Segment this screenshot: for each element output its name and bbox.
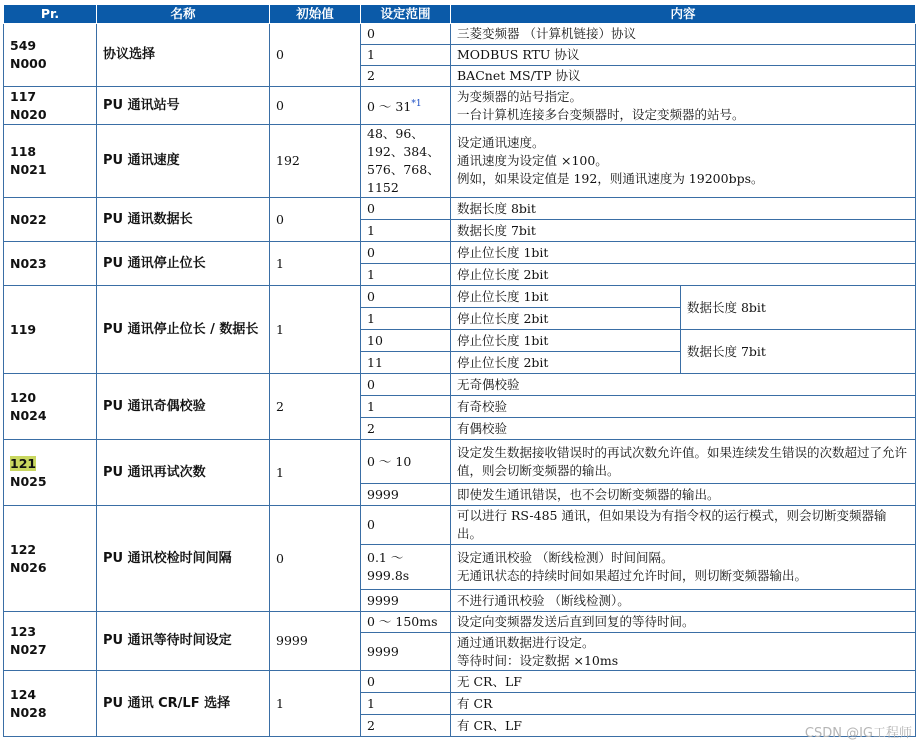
range-text: 11 <box>367 354 383 370</box>
range-text: 9999 <box>367 592 399 608</box>
initial-value-cell: 0 <box>270 87 361 125</box>
range-cell <box>361 87 451 125</box>
name-cell: PU 通讯奇偶校验 <box>97 374 270 440</box>
name-cell: PU 通讯数据长 <box>97 198 270 242</box>
range-cell <box>361 374 451 396</box>
range-text: 0 <box>367 26 375 41</box>
pr-cell: N022 <box>4 198 97 242</box>
content-cell: 停止位长度 1bit <box>451 242 916 264</box>
table-row <box>4 87 916 125</box>
content-cell: 不进行通讯校验 （断线检测）。 <box>451 590 916 612</box>
content-cell: 数据长度 8bit <box>451 198 916 220</box>
range-cell <box>361 308 451 330</box>
range-text: 0 <box>367 200 375 216</box>
content-cell: 停止位长度 1bit <box>451 286 681 308</box>
range-text: 2 <box>367 420 375 436</box>
range-cell <box>361 396 451 418</box>
range-cell <box>361 612 451 633</box>
content-cell: 三菱变频器 （计算机链接）协议 <box>451 24 916 45</box>
range-text: 0 ～ 31 <box>367 99 412 115</box>
name-cell: PU 通讯再试次数 <box>97 440 270 506</box>
pr-cell: 117 N020 <box>4 87 97 125</box>
content-cell: 停止位长度 2bit <box>451 264 916 286</box>
range-cell <box>361 715 451 737</box>
content-cell: 设定通讯速度。 通讯速度为设定值 ×100。 例如，如果设定值是 192，则通讯速度为 19200bps。 <box>451 125 916 198</box>
range-cell <box>361 125 451 198</box>
initial-value-cell: 1 <box>270 242 361 286</box>
table-header-row <box>4 5 916 24</box>
data-length-group-cell: 数据长度 7bit <box>681 330 916 374</box>
range-cell <box>361 352 451 374</box>
initial-value-cell: 0 <box>270 198 361 242</box>
range-cell <box>361 506 451 545</box>
content-cell: 设定通讯校验 （断线检测）时间间隔。 无通讯状态的持续时间如果超过允许时间，则切断变频器输出。 <box>451 545 916 590</box>
range-text: 0 <box>367 673 375 689</box>
range-cell <box>361 264 451 286</box>
name-cell: PU 通讯速度 <box>97 125 270 198</box>
content-cell: 无奇偶校验 <box>451 374 916 396</box>
range-cell <box>361 418 451 440</box>
pr-cell: 120 N024 <box>4 374 97 440</box>
range-cell <box>361 633 451 671</box>
content-cell: 数据长度 7bit <box>451 220 916 242</box>
pr-cell: 123 N027 <box>4 612 97 671</box>
range-cell <box>361 440 451 484</box>
footnote-marker: *1 <box>411 98 422 109</box>
header-initial: 初始值 <box>270 5 361 24</box>
content-cell: 可以进行 RS-485 通讯，但如果设为有指令权的运行模式，则会切断变频器输出。 <box>451 506 916 545</box>
range-text: 9999 <box>367 486 399 502</box>
range-cell <box>361 24 451 45</box>
range-text: 1 <box>367 695 375 711</box>
content-cell: 停止位长度 2bit <box>451 352 681 374</box>
range-cell <box>361 66 451 87</box>
content-cell: 设定向变频器发送后直到回复的等待时间。 <box>451 612 916 633</box>
range-text: 0 ～ 150ms <box>367 614 438 629</box>
range-cell <box>361 671 451 693</box>
range-cell <box>361 545 451 590</box>
range-cell <box>361 45 451 66</box>
content-cell: BACnet MS/TP 协议 <box>451 66 916 87</box>
range-text: 9999 <box>367 643 399 659</box>
range-text: 0 <box>367 517 375 532</box>
range-text: 0.1 ～ 999.8s <box>367 550 410 583</box>
header-range: 设定范围 <box>361 5 451 24</box>
range-text: 10 <box>367 332 383 348</box>
name-cell: PU 通讯校检时间间隔 <box>97 506 270 612</box>
table-row <box>4 374 916 396</box>
header-content: 内容 <box>451 5 916 24</box>
content-cell: 即使发生通讯错误，也不会切断变频器的输出。 <box>451 484 916 506</box>
table-body <box>4 24 916 737</box>
content-cell: 有 CR <box>451 693 916 715</box>
content-cell: 为变频器的站号指定。 一台计算机连接多台变频器时，设定变频器的站号。 <box>451 87 916 125</box>
range-text: 1 <box>367 47 375 62</box>
pr-cell: N023 <box>4 242 97 286</box>
range-text: 2 <box>367 68 375 83</box>
range-cell <box>361 198 451 220</box>
name-cell: PU 通讯停止位长 <box>97 242 270 286</box>
initial-value-cell: 192 <box>270 125 361 198</box>
content-cell: 有偶校验 <box>451 418 916 440</box>
highlighted-pr-number: 121 <box>10 455 37 471</box>
table-row <box>4 671 916 693</box>
content-cell: 有 CR、LF <box>451 715 916 737</box>
pr-cell: 122 N026 <box>4 506 97 612</box>
pr-cell: 124 N028 <box>4 671 97 737</box>
data-length-group-cell: 数据长度 8bit <box>681 286 916 330</box>
range-text: 0 <box>367 288 375 304</box>
table-row <box>4 612 916 633</box>
pr-cell: 119 <box>4 286 97 374</box>
table-row <box>4 24 916 45</box>
range-text: 0 <box>367 376 375 392</box>
table-row <box>4 286 916 308</box>
name-cell: 协议选择 <box>97 24 270 87</box>
watermark: CSDN @IG工程师 <box>804 726 912 741</box>
pr-cell: 549 N000 <box>4 24 97 87</box>
name-cell: PU 通讯等待时间设定 <box>97 612 270 671</box>
range-text: 1 <box>367 266 375 282</box>
parameter-table <box>3 4 916 737</box>
range-cell <box>361 693 451 715</box>
range-text: 2 <box>367 717 375 733</box>
initial-value-cell: 1 <box>270 671 361 737</box>
initial-value-cell: 9999 <box>270 612 361 671</box>
initial-value-cell: 1 <box>270 286 361 374</box>
content-cell: 无 CR、LF <box>451 671 916 693</box>
pr-cell: 121 N025 <box>4 440 97 506</box>
range-text: 1 <box>367 310 375 326</box>
table-row <box>4 198 916 220</box>
name-cell: PU 通讯停止位长 / 数据长 <box>97 286 270 374</box>
range-cell <box>361 220 451 242</box>
range-text: 0 ～ 10 <box>367 453 412 469</box>
initial-value-cell: 2 <box>270 374 361 440</box>
content-cell: 停止位长度 1bit <box>451 330 681 352</box>
table-row <box>4 125 916 198</box>
range-text: 1 <box>367 222 375 238</box>
range-text: 1 <box>367 398 375 414</box>
range-cell <box>361 286 451 308</box>
content-cell: 停止位长度 2bit <box>451 308 681 330</box>
initial-value-cell: 0 <box>270 506 361 612</box>
range-cell <box>361 484 451 506</box>
initial-value-cell: 1 <box>270 440 361 506</box>
table-row <box>4 506 916 545</box>
range-text: 0 <box>367 244 375 260</box>
initial-value-cell: 0 <box>270 24 361 87</box>
table-row <box>4 440 916 484</box>
range-cell <box>361 330 451 352</box>
name-cell: PU 通讯 CR/LF 选择 <box>97 671 270 737</box>
content-cell: 有奇校验 <box>451 396 916 418</box>
range-cell <box>361 590 451 612</box>
header-pr: Pr. <box>4 5 97 24</box>
range-text: 48、96、 192、384、 576、768、 1152 <box>367 126 440 195</box>
content-cell: 通过通讯数据进行设定。 等待时间：设定数据 ×10ms <box>451 633 916 671</box>
table-row <box>4 242 916 264</box>
range-cell <box>361 242 451 264</box>
content-cell: MODBUS RTU 协议 <box>451 45 916 66</box>
content-cell: 设定发生数据接收错误时的再试次数允许值。如果连续发生错误的次数超过了允许值，则会切断变频器的输出。 <box>451 440 916 484</box>
header-name: 名称 <box>97 5 270 24</box>
pr-cell: 118 N021 <box>4 125 97 198</box>
name-cell: PU 通讯站号 <box>97 87 270 125</box>
